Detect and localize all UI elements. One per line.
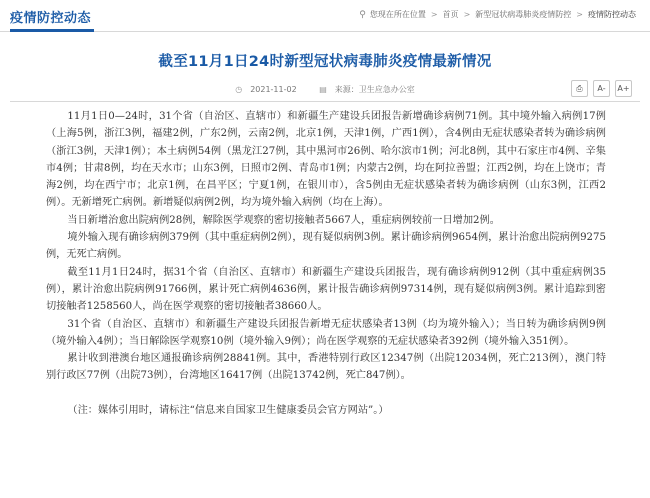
paragraph-new-cases: 11月1日0—24时，31个省（自治区、直辖市）和新疆生产建设兵团报告新增确诊病例71例。其中境外输入病例17例（上海5例，浙江3例，福建2例，广东2例，云南2例，北京1例，天津1例，广西1例），含4例由无症状感染者转为确诊病例（浙江3例，天津1例）；本土病例54例（黑龙江27例，其中黑河市26例、哈尔滨市1例；河北8例，其中石家庄市4例、辛集市4例；甘肃8例，均在天水市；山东3例，日照市2例、青岛市1例；内蒙古2例，均在阿拉善盟；江西2例，均在上饶市；青海2例，均在西宁市；北京1例，在昌平区；宁夏1例，在银川市），含5例由无症状感染者转为确诊病例（山东3例，江西2例）。无新增死亡病例。新增疑似病例2例，均为境外输入病例（均在上海）。 bbox=[46, 111, 606, 209]
breadcrumb-current[interactable]: 疫情防控动态 bbox=[588, 10, 636, 19]
clock-icon: ◷ bbox=[235, 85, 243, 94]
section-title-underline bbox=[10, 29, 94, 32]
article-source: 来源：卫生应急办公室 bbox=[334, 85, 415, 94]
paragraph-asymptomatic: 31个省（自治区、直辖市）和新疆生产建设兵团报告新增无症状感染者13例（均为境外输入）；当日转为确诊病例9例（境外输入4例）；当日解除医学观察10例（境外输入9例）；尚在医学观察的无症状感染者392例（境外输入351例）。 bbox=[46, 318, 606, 347]
document-icon: ▤ bbox=[319, 85, 327, 94]
article-body bbox=[46, 108, 606, 419]
article-tools bbox=[571, 80, 632, 97]
breadcrumb: ⚲ 您现在所在位置 > 首页 > 新型冠状病毒肺炎疫情防控 > 疫情防控动态 bbox=[359, 9, 636, 20]
paragraph-recovered: 当日新增治愈出院病例28例，解除医学观察的密切接触者5667人，重症病例较前一日增加2例。 bbox=[67, 214, 500, 226]
breadcrumb-home-link[interactable]: 首页 bbox=[442, 10, 459, 19]
font-larger-button[interactable]: A+ bbox=[615, 80, 632, 97]
article-title: 截至11月1日24时新型冠状病毒肺炎疫情最新情况 bbox=[158, 54, 492, 70]
paragraph-hk-macao-taiwan: 累计收到港澳台地区通报确诊病例28841例。其中，香港特别行政区12347例（出院12034例，死亡213例），澳门特别行政区77例（出院73例），台湾地区16417例（出院13742例，死亡847例）。 bbox=[46, 353, 606, 382]
font-smaller-button[interactable]: A- bbox=[593, 80, 610, 97]
top-bar bbox=[0, 0, 650, 32]
location-pin-icon: ⚲ bbox=[359, 9, 366, 20]
divider bbox=[10, 101, 640, 102]
paragraph-imported: 境外输入现有确诊病例379例（其中重症病例2例），现有疑似病例3例。累计确诊病例9654例，累计治愈出院病例9275例，无死亡病例。 bbox=[46, 232, 606, 261]
article-date: 2021-11-02 bbox=[250, 85, 297, 94]
breadcrumb-covid-link[interactable]: 新型冠状病毒肺炎疫情防控 bbox=[475, 10, 572, 19]
paragraph-cumulative: 截至11月1日24时，据31个省（自治区、直辖市）和新疆生产建设兵团报告，现有确诊病例912例（其中重症病例35例），累计治愈出院病例91766例，累计死亡病例4636例，累计报告确诊病例97314例，现有疑似病例3例。累计追踪到密切接触者1258560人，尚在医学观察的密切接触者38660人。 bbox=[46, 266, 606, 313]
article-meta bbox=[0, 84, 650, 95]
citation-note: （注：媒体引用时，请标注“信息来自国家卫生健康委员会官方网站”。） bbox=[67, 404, 389, 416]
print-button[interactable]: ⎙ bbox=[571, 80, 588, 97]
breadcrumb-prefix: 您现在所在位置 bbox=[369, 10, 426, 19]
section-title[interactable]: 疫情防控动态 bbox=[10, 11, 92, 26]
